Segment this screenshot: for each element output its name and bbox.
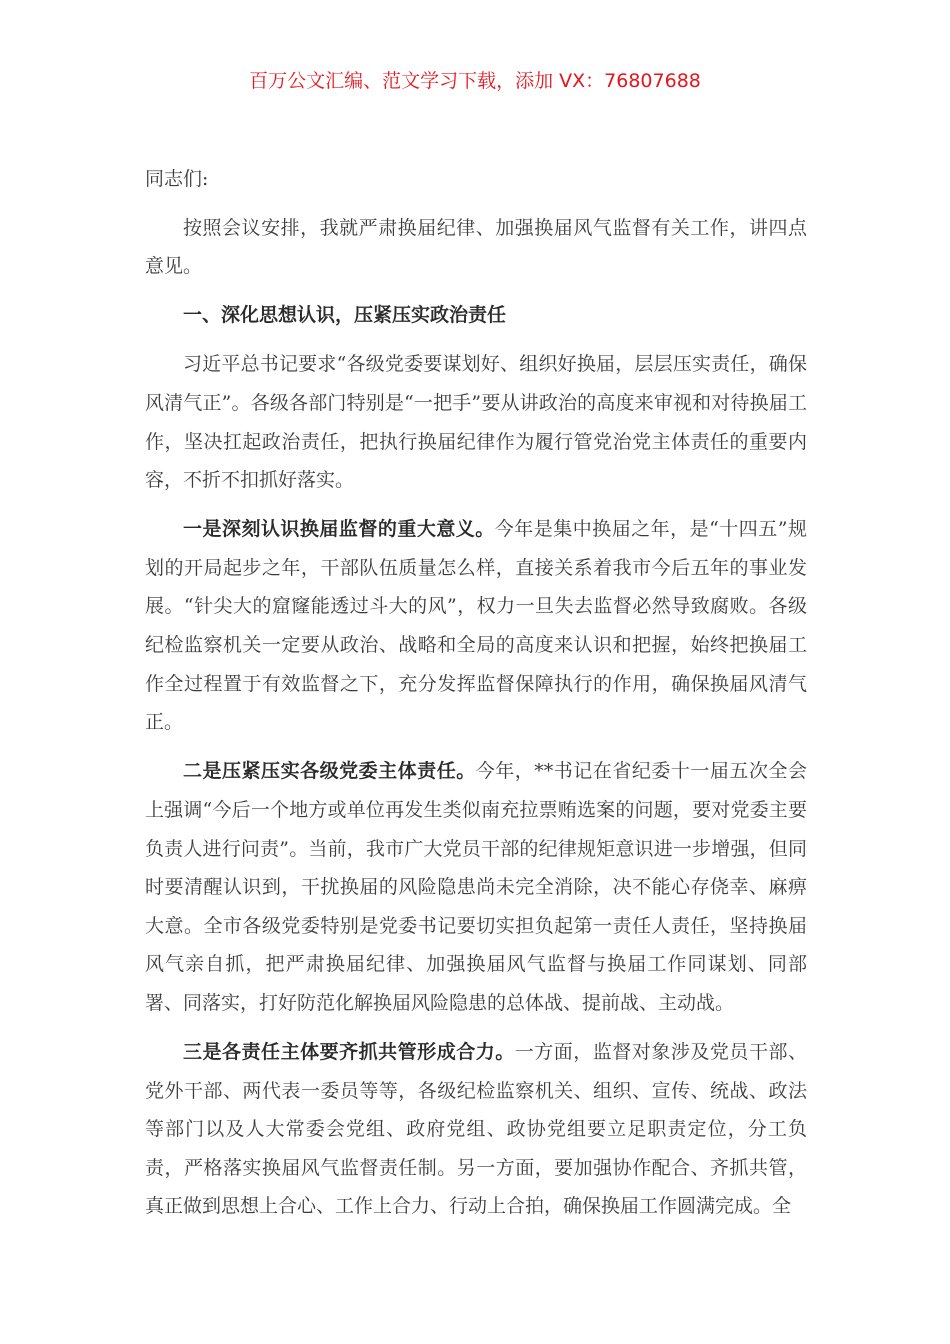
point-paragraph-2: [145, 752, 807, 1022]
point-lead-3: 三是各责任主体要齐抓共管形成合力。: [183, 1040, 515, 1063]
intro-paragraph: 按照会议安排，我就严肃换届纪律、加强换届风气监督有关工作，讲四点意见。: [145, 216, 807, 278]
promo-banner: 百万公文汇编、范文学习下载，添加 VX：76807688: [249, 70, 701, 92]
point-text-2: 今年，**书记在省纪委十一届五次全会上强调“今后一个地方或单位再发生类似南充拉票贿选案的问题，要对党委主要负责人进行问责”。当前，我市广大党员干部的纪律规矩意识进一步增强，但同时要清醒认识到，干扰换届的风险隐患尚未完全消除，决不能心存侥幸、麻痹大意。全市各级党委特别是党委书记要切实担负起第一责任人责任，坚持换届风气亲自抓，把严肃换届纪律、加强换届风气监督与换届工作同谋划、同部署、同落实，打好防范化解换届风险隐患的总体战、提前战、主动战。: [145, 760, 807, 1014]
section-heading-1: 一、深化思想认识，压紧压实政治责任: [183, 304, 507, 327]
greeting: 同志们:: [145, 168, 209, 190]
point-paragraph-3: [145, 1033, 807, 1226]
point-paragraph-1: [145, 510, 807, 742]
point-lead-2: 二是压紧压实各级党委主体责任。: [183, 760, 476, 783]
point-text-1: 今年是集中换届之年，是“十四五”规划的开局起步之年，干部队伍质量怎么样，直接关系着我市今后五年的事业发展。“针尖大的窟窿能透过斗大的风”，权力一旦失去监督必然导致腐败。各级纪检监察机关一定要从政治、战略和全局的高度来认识和把握，始终把换届工作全过程置于有效监督之下，充分发挥监督保障执行的作用，确保换届风清气正。: [145, 518, 807, 734]
point-text-3: 一方面，监督对象涉及党员干部、党外干部、两代表一委员等等，各级纪检监察机关、组织、宣传、统战、政法等部门以及人大常委会党组、政府党组、政协党组要立足职责定位，分工负责，严格落实换届风气监督责任制。另一方面，要加强协作配合、齐抓共管，真正做到思想上合心、工作上合力、行动上合拍，确保换届工作圆满完成。全: [145, 1040, 807, 1218]
point-lead-1: 一是深刻认识换届监督的重大意义。: [183, 518, 495, 541]
document-body: [145, 160, 807, 1236]
section-1-paragraph: 习近平总书记要求“各级党委要谋划好、组织好换届，层层压实责任，确保风清气正”。各级各部门特别是“一把手”要从讲政治的高度来审视和对待换届工作，坚决扛起政治责任，把执行换届纪律作为履行管党治党主体责任的重要内容，不折不扣抓好落实。: [145, 353, 807, 492]
